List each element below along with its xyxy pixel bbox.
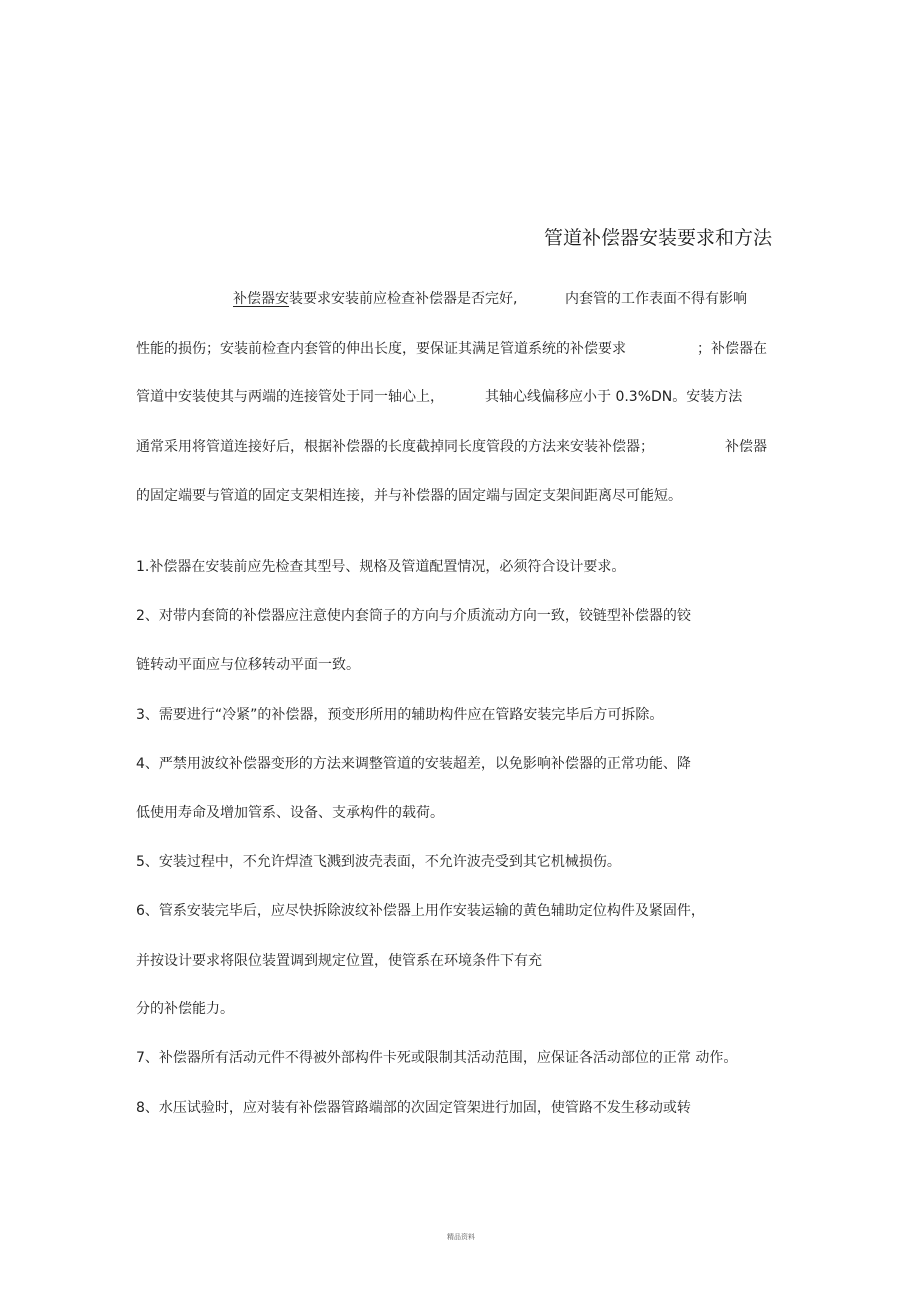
- list-item-4-cont: 低使用寿命及增加管系、设备、支承构件的载荷。: [136, 805, 444, 821]
- page-title: 管道补偿器安装要求和方法: [544, 227, 773, 249]
- underlined-term: 补偿器安: [233, 291, 289, 307]
- intro-line-3b: 其轴心线偏移应小于 0.3%DN。安装方法: [485, 389, 743, 405]
- intro-line-5: 的固定端要与管道的固定支架相连接，并与补偿器的固定端与固定支架间距离尽可能短。: [136, 488, 682, 504]
- list-item-4: 4、严禁用波纹补偿器变形的方法来调整管道的安装超差，以免影响补偿器的正常功能、降: [136, 756, 691, 772]
- list-item-3: 3、需要进行“冷紧”的补偿器，预变形所用的辅助构件应在管路安装完毕后方可拆除。: [136, 707, 664, 723]
- intro-text: 装要求安装前应检查补偿器是否完好,: [289, 291, 518, 307]
- list-item-5: 5、安装过程中，不允许焊渣飞溅到波壳表面，不允许波壳受到其它机械损伤。: [136, 854, 621, 870]
- intro-line-1a: [233, 289, 517, 309]
- list-item-2-cont: 链转动平面应与位移转动平面一致。: [136, 657, 360, 673]
- intro-line-2b: ；补偿器在: [697, 341, 767, 357]
- list-item-8: 8、水压试验时，应对装有补偿器管路端部的次固定管架进行加固，使管路不发生移动或转: [136, 1100, 691, 1116]
- list-item-6-cont-1: 并按设计要求将限位装置调到规定位置，使管系在环境条件下有充: [136, 953, 542, 969]
- intro-line-4b: 补偿器: [725, 439, 767, 455]
- intro-line-1b: 内套管的工作表面不得有影响: [565, 291, 747, 307]
- list-item-6-cont-2: 分的补偿能力。: [136, 1001, 234, 1017]
- footer-label: 精品资料: [447, 1233, 475, 1241]
- intro-line-4a: 通常采用将管道连接好后，根据补偿器的长度截掉同长度管段的方法来安装补偿器；: [136, 439, 654, 455]
- list-item-2: 2、对带内套筒的补偿器应注意使内套筒子的方向与介质流动方向一致，铰链型补偿器的铰: [136, 608, 691, 624]
- intro-line-2a: 性能的损伤；安装前检查内套管的伸出长度，要保证其满足管道系统的补偿要求: [136, 341, 626, 357]
- list-item-6: 6、管系安装完毕后，应尽快拆除波纹补偿器上用作安装运输的黄色辅助定位构件及紧固件，: [136, 903, 705, 919]
- list-item-1: 1.补偿器在安装前应先检查其型号、规格及管道配置情况，必须符合设计要求。: [136, 559, 626, 575]
- list-item-7: 7、补偿器所有活动元件不得被外部构件卡死或限制其活动范围，应保证各活动部位的正常 动作。: [136, 1050, 738, 1066]
- intro-line-3a: 管道中安装使其与两端的连接管处于同一轴心上，: [136, 389, 444, 405]
